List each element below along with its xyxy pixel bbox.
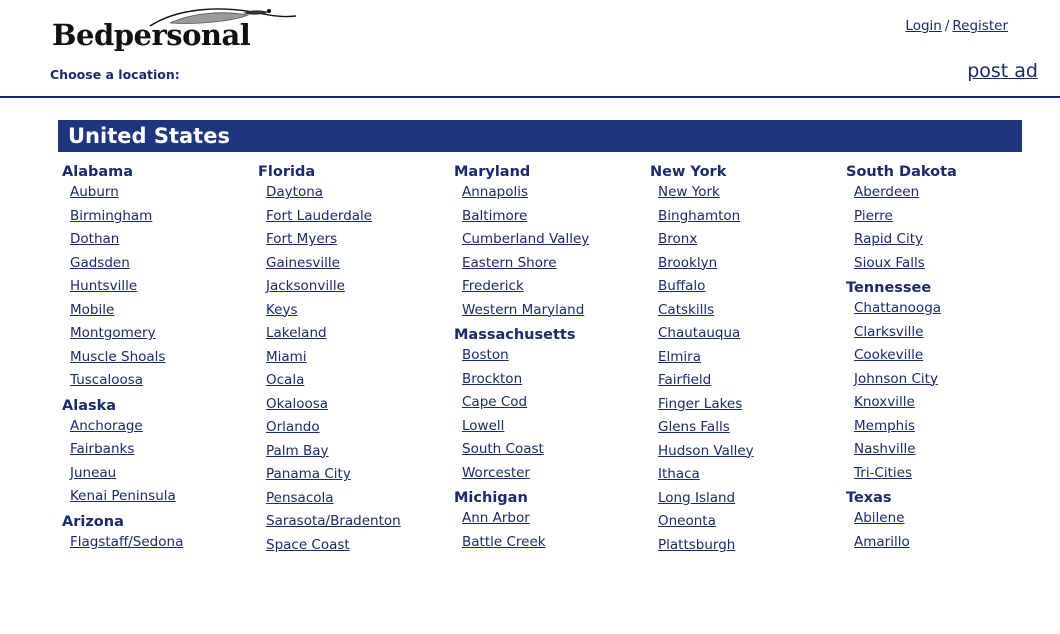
city-link[interactable]: Tri-Cities — [854, 464, 912, 481]
site-header — [0, 0, 1060, 60]
city-link[interactable]: Miami — [266, 348, 307, 365]
choose-location-bar — [0, 60, 1060, 98]
site-logo[interactable] — [52, 6, 312, 52]
city-link[interactable]: Finger Lakes — [658, 395, 743, 412]
city-link[interactable]: Amarillo — [854, 533, 910, 550]
state-heading: Alaska — [62, 397, 117, 414]
city-link[interactable]: Knoxville — [854, 394, 915, 410]
city-link[interactable]: Lowell — [462, 417, 505, 434]
city-link[interactable]: Daytona — [266, 184, 324, 200]
city-link[interactable]: Ithaca — [658, 466, 700, 482]
city-link[interactable]: Pensacola — [266, 489, 334, 506]
location-column — [448, 164, 644, 562]
city-link[interactable]: Anchorage — [70, 417, 143, 434]
state-heading: South Dakota — [846, 164, 957, 180]
city-link[interactable]: Keys — [266, 301, 298, 318]
state-heading: Maryland — [454, 164, 531, 180]
auth-separator: / — [944, 18, 950, 34]
city-link[interactable]: Baltimore — [462, 207, 528, 224]
city-link[interactable]: Gainesville — [266, 254, 340, 271]
city-link[interactable]: Auburn — [70, 184, 119, 200]
city-link[interactable]: Cumberland Valley — [462, 231, 590, 247]
state-heading: Arizona — [62, 513, 124, 530]
city-link[interactable]: Buffalo — [658, 278, 706, 294]
city-link[interactable]: Catskills — [658, 301, 715, 318]
city-link[interactable]: Montgomery — [70, 325, 156, 341]
city-link[interactable]: Sioux Falls — [854, 254, 925, 271]
city-link[interactable]: Johnson City — [854, 370, 938, 387]
state-heading: Florida — [258, 164, 316, 180]
state-heading: Massachusetts — [454, 327, 576, 343]
city-link[interactable]: Abilene — [854, 510, 905, 526]
city-link[interactable]: Frederick — [462, 278, 524, 294]
city-link[interactable]: Boston — [462, 347, 509, 363]
location-column — [252, 164, 448, 562]
city-link[interactable]: New York — [658, 184, 720, 200]
city-link[interactable]: South Coast — [462, 441, 544, 457]
city-link[interactable]: Brooklyn — [658, 254, 718, 271]
city-link[interactable]: Elmira — [658, 348, 702, 365]
city-link[interactable]: Fairfield — [658, 372, 712, 388]
city-link[interactable]: Oneonta — [658, 513, 716, 529]
city-link[interactable]: Eastern Shore — [462, 254, 557, 271]
city-link[interactable]: Mobile — [70, 301, 115, 318]
location-column — [840, 164, 1036, 562]
city-link[interactable]: Cookeville — [854, 347, 924, 363]
city-link[interactable]: Space Coast — [266, 536, 350, 553]
city-link[interactable]: Western Maryland — [462, 301, 585, 318]
city-link[interactable]: Worcester — [462, 464, 530, 481]
city-link[interactable]: Chautauqua — [658, 325, 741, 341]
logo-wordmark: Bedpersonal — [52, 18, 251, 52]
city-link[interactable]: Nashville — [854, 441, 916, 457]
city-link[interactable]: Ann Arbor — [462, 510, 530, 526]
city-link[interactable]: Sarasota/Bradenton — [266, 513, 401, 529]
city-link[interactable]: Fort Lauderdale — [266, 207, 373, 224]
city-link[interactable]: Rapid City — [854, 231, 923, 247]
city-link[interactable]: Fairbanks — [70, 441, 135, 457]
city-link[interactable]: Brockton — [462, 370, 523, 387]
city-link[interactable]: Pierre — [854, 207, 893, 224]
city-link[interactable]: Lakeland — [266, 325, 327, 341]
state-heading: Tennessee — [846, 280, 932, 296]
city-link[interactable]: Panama City — [266, 466, 351, 482]
city-link[interactable]: Dothan — [70, 231, 120, 247]
city-link[interactable]: Jacksonville — [266, 278, 345, 294]
location-column — [644, 164, 840, 562]
location-column — [56, 164, 252, 562]
city-link[interactable]: Kenai Peninsula — [70, 488, 176, 504]
city-link[interactable]: Gadsden — [70, 254, 130, 271]
city-link[interactable]: Flagstaff/Sedona — [70, 533, 184, 550]
state-heading: Texas — [846, 490, 892, 506]
login-link[interactable]: Login — [905, 18, 942, 34]
state-heading: Michigan — [454, 490, 528, 506]
city-link[interactable]: Clarksville — [854, 323, 924, 340]
post-ad-link[interactable]: post ad — [967, 60, 1038, 82]
city-link[interactable]: Bronx — [658, 231, 698, 247]
city-link[interactable]: Battle Creek — [462, 533, 546, 550]
city-link[interactable]: Annapolis — [462, 184, 528, 200]
city-link[interactable]: Long Island — [658, 489, 736, 506]
city-link[interactable]: Orlando — [266, 419, 320, 435]
city-link[interactable]: Tuscaloosa — [70, 372, 144, 388]
city-link[interactable]: Plattsburgh — [658, 536, 736, 553]
city-link[interactable]: Hudson Valley — [658, 442, 754, 459]
location-columns — [0, 152, 1060, 562]
city-link[interactable]: Glens Falls — [658, 419, 730, 435]
city-link[interactable]: Binghamton — [658, 207, 741, 224]
city-link[interactable]: Muscle Shoals — [70, 348, 166, 365]
state-heading: Alabama — [62, 164, 134, 180]
city-link[interactable]: Chattanooga — [854, 300, 942, 316]
city-link[interactable]: Juneau — [70, 464, 117, 481]
region-banner: United States — [58, 120, 1022, 152]
city-link[interactable]: Birmingham — [70, 207, 153, 224]
state-heading: New York — [650, 164, 727, 180]
register-link[interactable]: Register — [952, 18, 1008, 34]
choose-location-label: Choose a location: — [50, 67, 180, 82]
city-link[interactable]: Ocala — [266, 372, 305, 388]
city-link[interactable]: Memphis — [854, 417, 916, 434]
city-link[interactable]: Huntsville — [70, 278, 138, 294]
city-link[interactable]: Okaloosa — [266, 395, 329, 412]
city-link[interactable]: Aberdeen — [854, 184, 920, 200]
auth-links — [905, 18, 1008, 34]
city-link[interactable]: Palm Bay — [266, 442, 329, 459]
city-link[interactable]: Cape Cod — [462, 394, 528, 410]
city-link[interactable]: Fort Myers — [266, 231, 338, 247]
